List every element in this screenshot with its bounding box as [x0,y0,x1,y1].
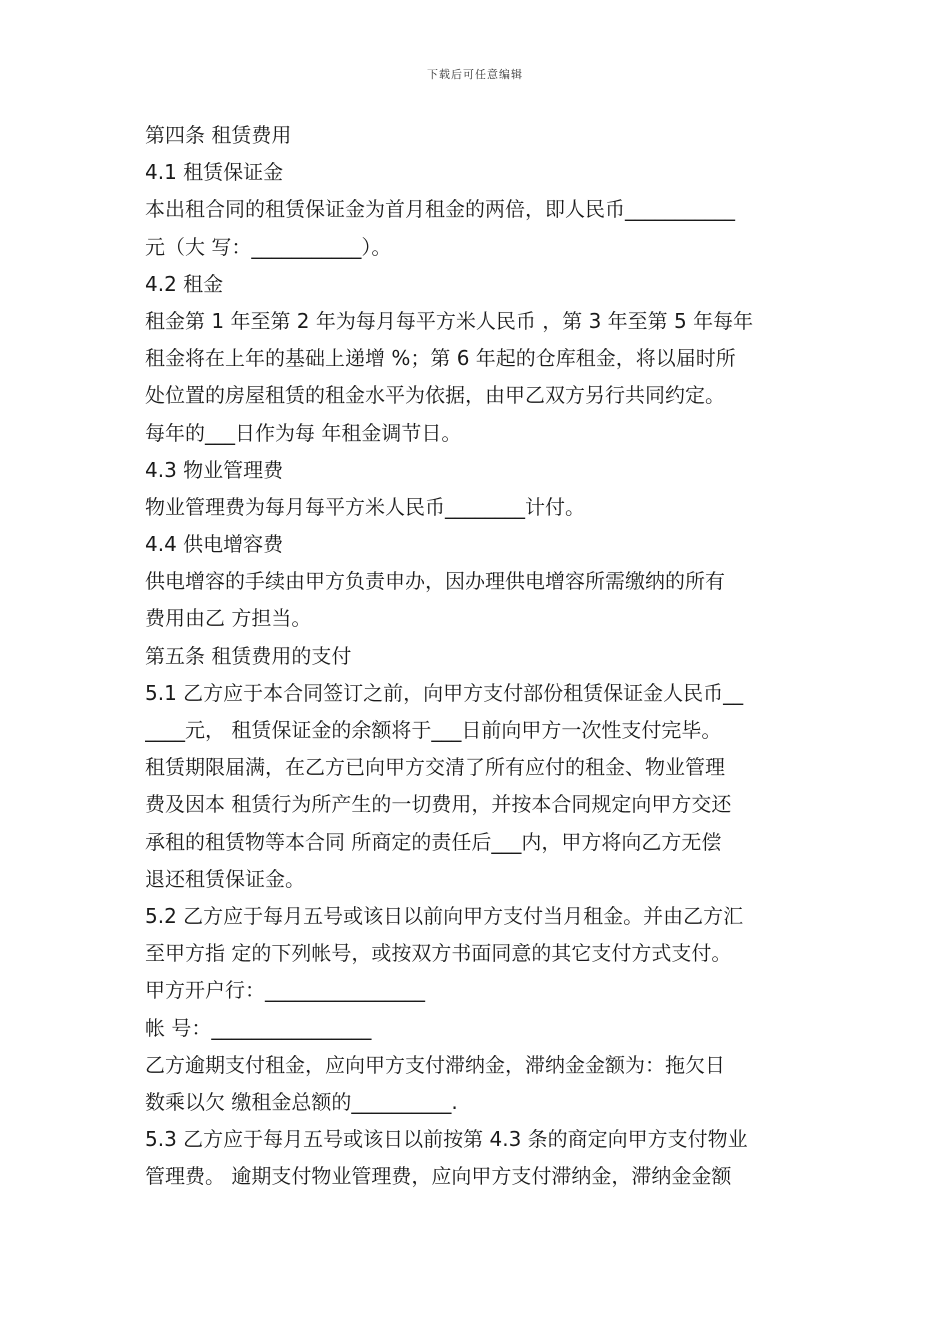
paragraph-line: 租金将在上年的基础上递增 %；第 6 年起的仓库租金，将以届时所 [145,346,736,371]
paragraph-line: 物业管理费为每月每平方米人民币________计付。 [145,494,585,519]
paragraph-line: 费及因本 租赁行为所产生的一切费用，并按本合同规定向甲方交还 [145,792,732,817]
clause-5-1-line: 5.1 乙方应于本合同签订之前，向甲方支付部份租赁保证金人民币__ [145,680,744,705]
clause-heading-4-3: 4.3 物业管理费 [145,457,284,482]
paragraph-line: 本出租合同的租赁保证金为首月租金的两倍，即人民币___________ [145,197,735,222]
paragraph-line: 费用由乙 方担当。 [145,606,312,631]
paragraph-line: 租金第 1 年至第 2 年为每月每平方米人民币 ，第 3 年至第 5 年每年 [145,308,754,333]
paragraph-line: 至甲方指 定的下列帐号，或按双方书面同意的其它支付方式支付。 [145,941,732,966]
paragraph-line: 元（大 写：___________）。 [145,234,392,259]
document-body [145,117,810,1195]
section-heading-4: 第四条 租赁费用 [145,123,292,147]
paragraph-line: 租赁期限届满，在乙方已向甲方交清了所有应付的租金、物业管理 [145,755,725,780]
paragraph-line: 每年的___日作为每 年租金调节日。 [145,420,462,445]
account-field-line: 帐 号：________________ [145,1015,372,1040]
clause-5-3-line: 5.3 乙方应于每月五号或该日以前按第 4.3 条的商定向甲方支付物业 [145,1127,748,1152]
clause-heading-4-1: 4.1 租赁保证金 [145,160,284,185]
paragraph-line: 乙方逾期支付租金，应向甲方支付滞纳金，滞纳金金额为：拖欠日 [145,1052,725,1077]
clause-heading-4-4: 4.4 供电增容费 [145,532,284,557]
paragraph-line: 承租的租赁物等本合同 所商定的责任后___内，甲方将向乙方无偿 [145,829,722,854]
paragraph-line: ____元， 租赁保证金的余额将于___日前向甲方一次性支付完毕。 [145,718,722,742]
paragraph-line: 退还租赁保证金。 [145,866,305,891]
page-header-note: 下载后可任意编辑 [427,68,523,81]
paragraph-line: 供电增容的手续由甲方负责申办，因办理供电增容所需缴纳的所有 [145,569,725,594]
clause-heading-4-2: 4.2 租金 [145,271,224,296]
section-heading-5: 第五条 租赁费用的支付 [145,643,352,668]
paragraph-line: 管理费。 逾期支付物业管理费，应向甲方支付滞纳金，滞纳金金额 [145,1164,732,1189]
clause-5-2-line: 5.2 乙方应于每月五号或该日以前向甲方支付当月租金。并由乙方汇 [145,903,744,928]
paragraph-line: 数乘以欠 缴租金总额的__________. [145,1089,458,1114]
bank-field-line: 甲方开户行：________________ [145,978,425,1003]
paragraph-line: 处位置的房屋租赁的租金水平为依据，由甲乙双方另行共同约定。 [145,383,725,408]
